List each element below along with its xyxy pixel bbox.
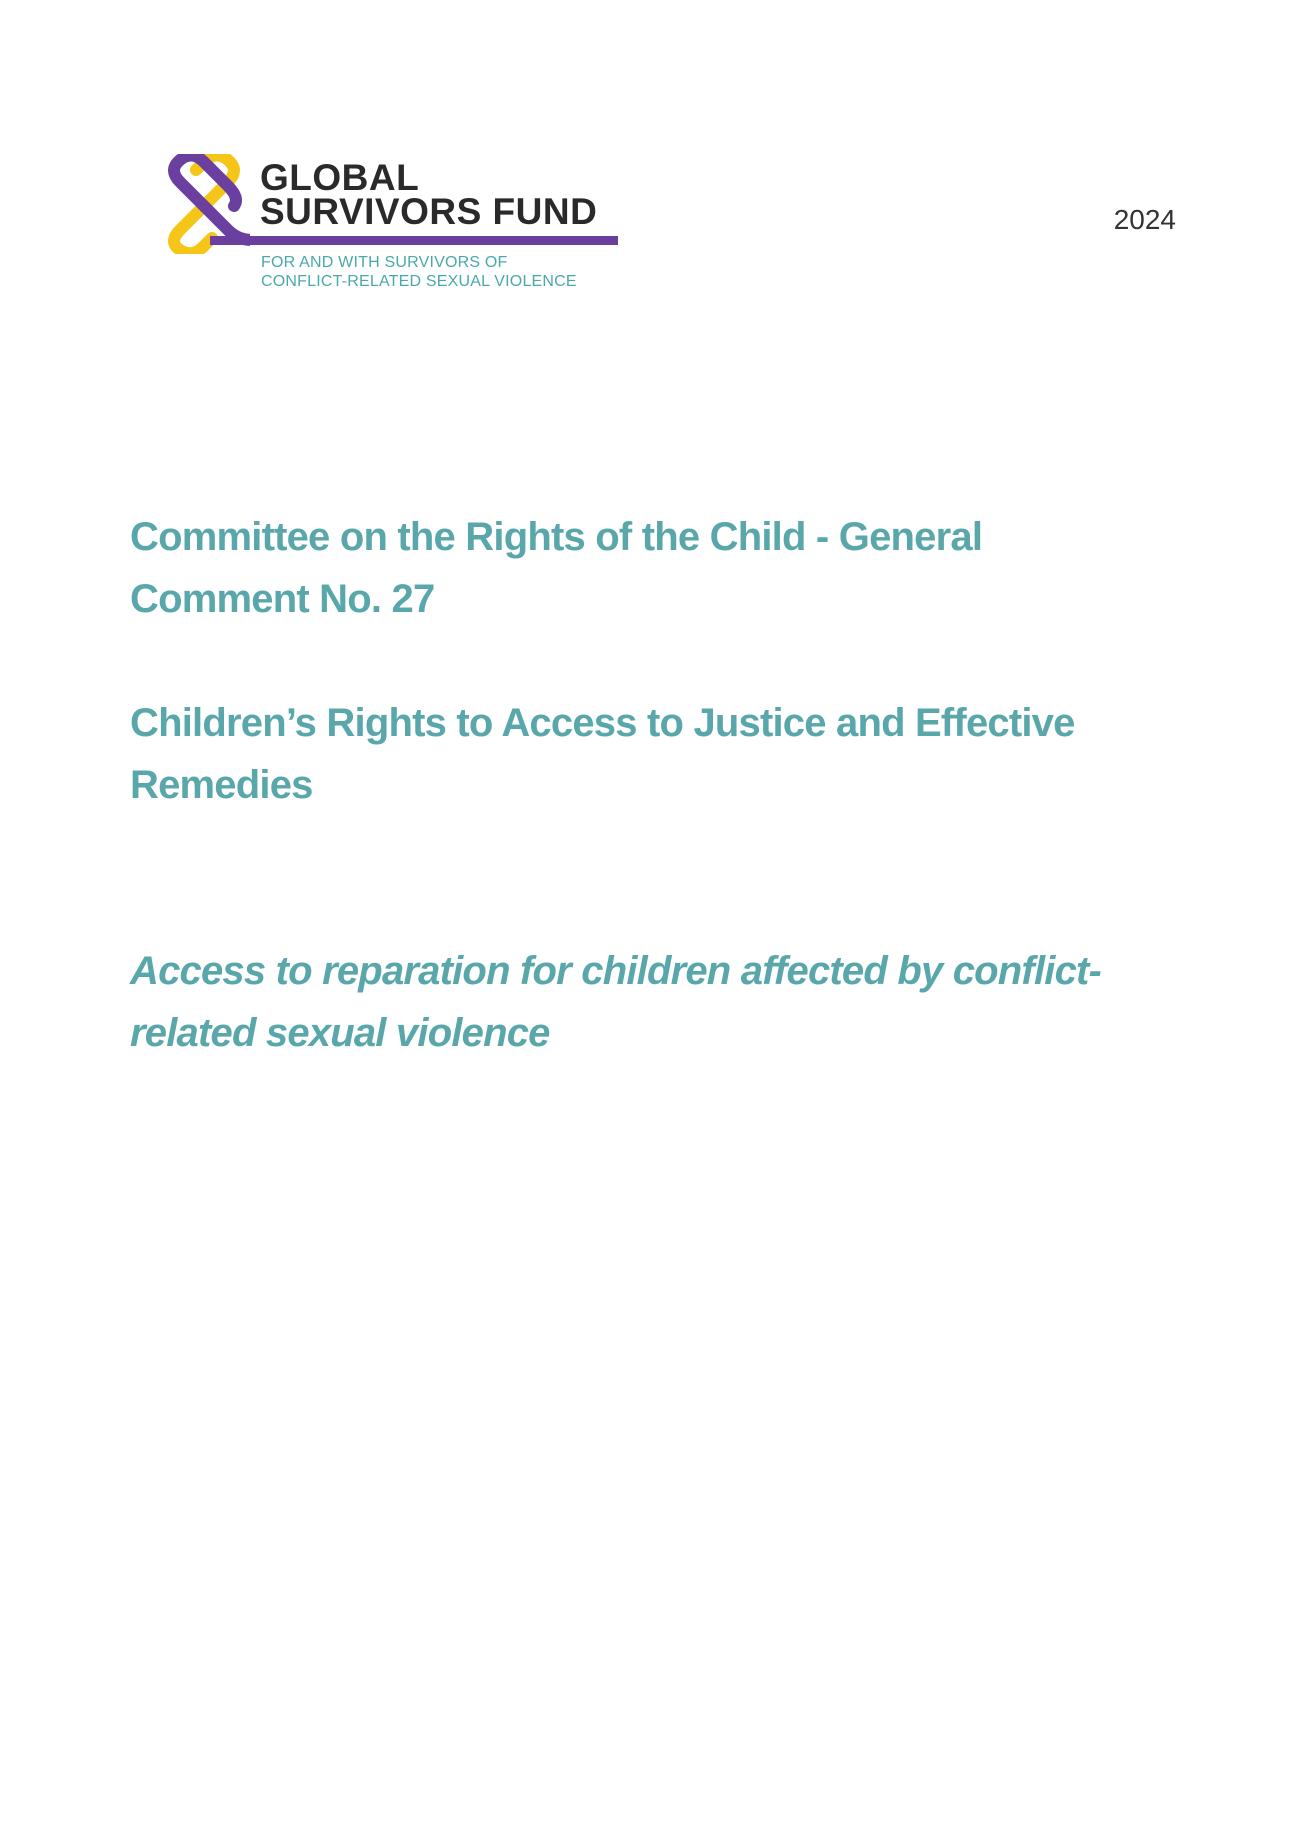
global-survivors-fund-logo xyxy=(158,150,628,300)
publication-year: 2024 xyxy=(1113,204,1176,235)
logo-title-line1: GLOBAL xyxy=(260,157,420,198)
subtitle-access-to-reparation: Access to reparation for children affected by conflict-related sexual violence xyxy=(130,949,1102,1055)
logo-tagline-line1: FOR AND WITH SURVIVORS OF xyxy=(261,254,508,271)
logo-underline-bar xyxy=(210,236,618,245)
logo-tagline-line2: CONFLICT-RELATED SEXUAL VIOLENCE xyxy=(261,273,577,290)
subtitle-childrens-rights: Children’s Rights to Access to Justice and Effective Remedies xyxy=(130,701,1075,807)
logo-title-line2: SURVIVORS FUND xyxy=(260,191,598,232)
title-committee-general-comment: Committee on the Rights of the Child - General Comment No. 27 xyxy=(130,515,983,621)
